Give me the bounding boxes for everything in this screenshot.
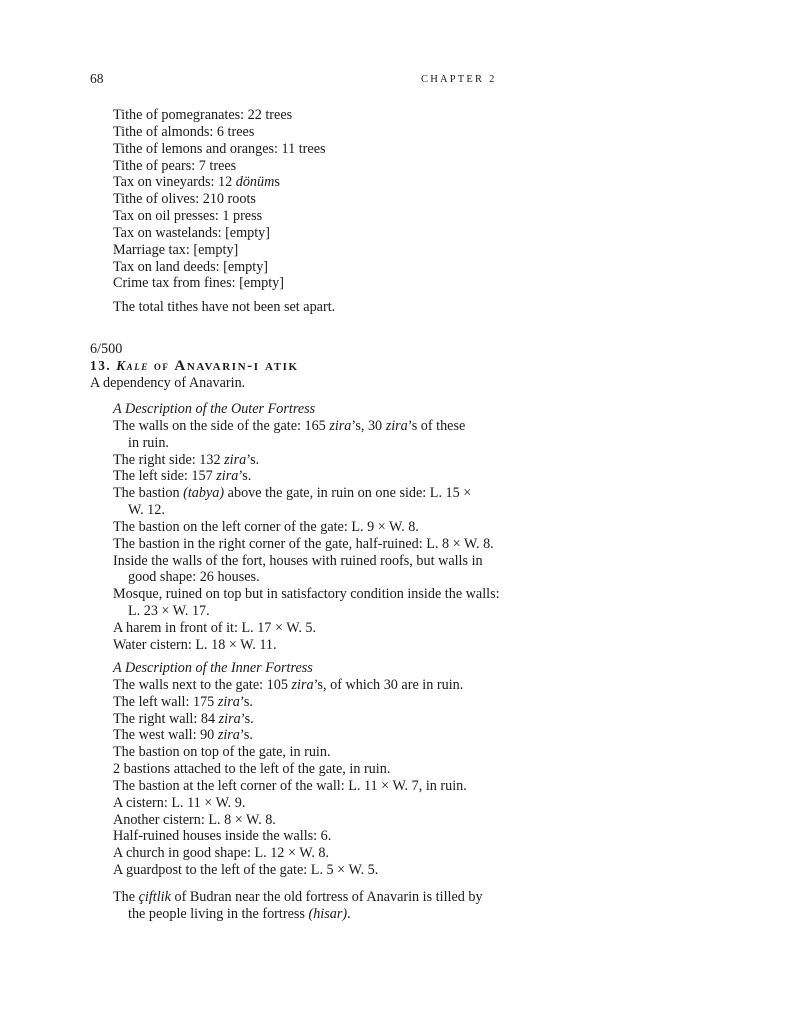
list-item: Another cistern: L. 8 × W. 8. [113,811,276,828]
list-item: A guardpost to the left of the gate: L. 5 × W. 5. [113,862,379,879]
entry-of: of [153,358,170,373]
ciftlik-paragraph [113,889,483,923]
list-item-continuation: L. 23 × W. 17. [128,603,210,620]
entry-title [90,358,299,375]
section-heading: A Description of the Inner Fortress [113,660,313,676]
list-item: Tithe of lemons and oranges: 11 trees [113,140,326,157]
outer-fortress-section [113,401,500,654]
paragraph: The total tithes have not been set apart. [113,299,336,315]
list-item: The right side: 132 zira’s. [113,451,260,468]
inner-fortress-section [113,660,467,879]
entry-number: 13. [90,358,112,373]
list-item: 2 bastions attached to the left of the gate, in ruin. [113,761,391,778]
total-note [113,299,335,316]
list-item-continuation: in ruin. [128,434,169,451]
list-item: The left side: 157 zira’s. [113,468,252,485]
list-item: The bastion in the right corner of the gate, half-ruined: L. 8 × W. 8. [113,535,494,552]
paragraph-line: The çiftlik of Budran near the old fortress of Anavarin is tilled by [113,889,483,905]
list-item: Mosque, ruined on top but in satisfactory condition inside the walls: [113,586,500,603]
folio-number: 6/500 [90,341,123,357]
list-item: The west wall: 90 zira’s. [113,727,253,744]
entry-subtitle: A dependency of Anavarin. [90,375,246,391]
list-item: Crime tax from fines: [empty] [113,275,284,292]
term-ciftlik: çiftlik [138,889,171,905]
list-item: Tax on vineyards: 12 dönüms [113,174,280,191]
list-item: Water cistern: L. 18 × W. 11. [113,636,277,653]
list-item-continuation: W. 12. [128,502,165,519]
list-item: A harem in front of it: L. 17 × W. 5. [113,619,317,636]
list-item: The left wall: 175 zira’s. [113,693,253,710]
paragraph-continuation: the people living in the fortress (hisar). [128,905,351,922]
list-item: A cistern: L. 11 × W. 9. [113,794,246,811]
list-item: Tithe of pomegranates: 22 trees [113,107,293,123]
list-item: The bastion on the left corner of the gate: L. 9 × W. 8. [113,518,419,535]
list-item: Tithe of pears: 7 trees [113,157,237,174]
list-item: Tax on oil presses: 1 press [113,208,263,225]
list-item: The bastion on top of the gate, in ruin. [113,744,331,761]
list-item: Half-ruined houses inside the walls: 6. [113,828,332,845]
list-item: Inside the walls of the fort, houses with ruined roofs, but walls in [113,552,483,569]
term-hisar: (hisar) [308,905,348,922]
running-head: CHAPTER 2 [421,74,497,85]
list-item: The walls next to the gate: 105 zira’s, of which 30 are in ruin. [113,676,464,693]
list-item: Tax on land deeds: [empty] [113,258,269,275]
list-item: Tax on wastelands: [empty] [113,224,270,241]
entry-kale: Kale [116,358,149,373]
section-heading: A Description of the Outer Fortress [113,401,316,417]
list-item: The walls on the side of the gate: 165 zira’s, 30 zira’s of these [113,417,466,434]
list-item: Tithe of olives: 210 roots [113,191,256,208]
tithes-list [113,107,326,292]
term-donum: dönüm [235,174,275,191]
page-number: 68 [90,71,104,86]
entry-place-name: Anavarin-i atik [174,358,299,374]
list-item: Tithe of almonds: 6 trees [113,123,255,140]
list-item: The right wall: 84 zira’s. [113,710,254,727]
list-item: The bastion (tabya) above the gate, in ruin on one side: L. 15 × [113,485,472,502]
list-item: A church in good shape: L. 12 × W. 8. [113,845,330,862]
list-item-continuation: good shape: 26 houses. [128,569,260,586]
list-item: Marriage tax: [empty] [113,241,239,258]
list-item: The bastion at the left corner of the wall: L. 11 × W. 7, in ruin. [113,777,467,794]
